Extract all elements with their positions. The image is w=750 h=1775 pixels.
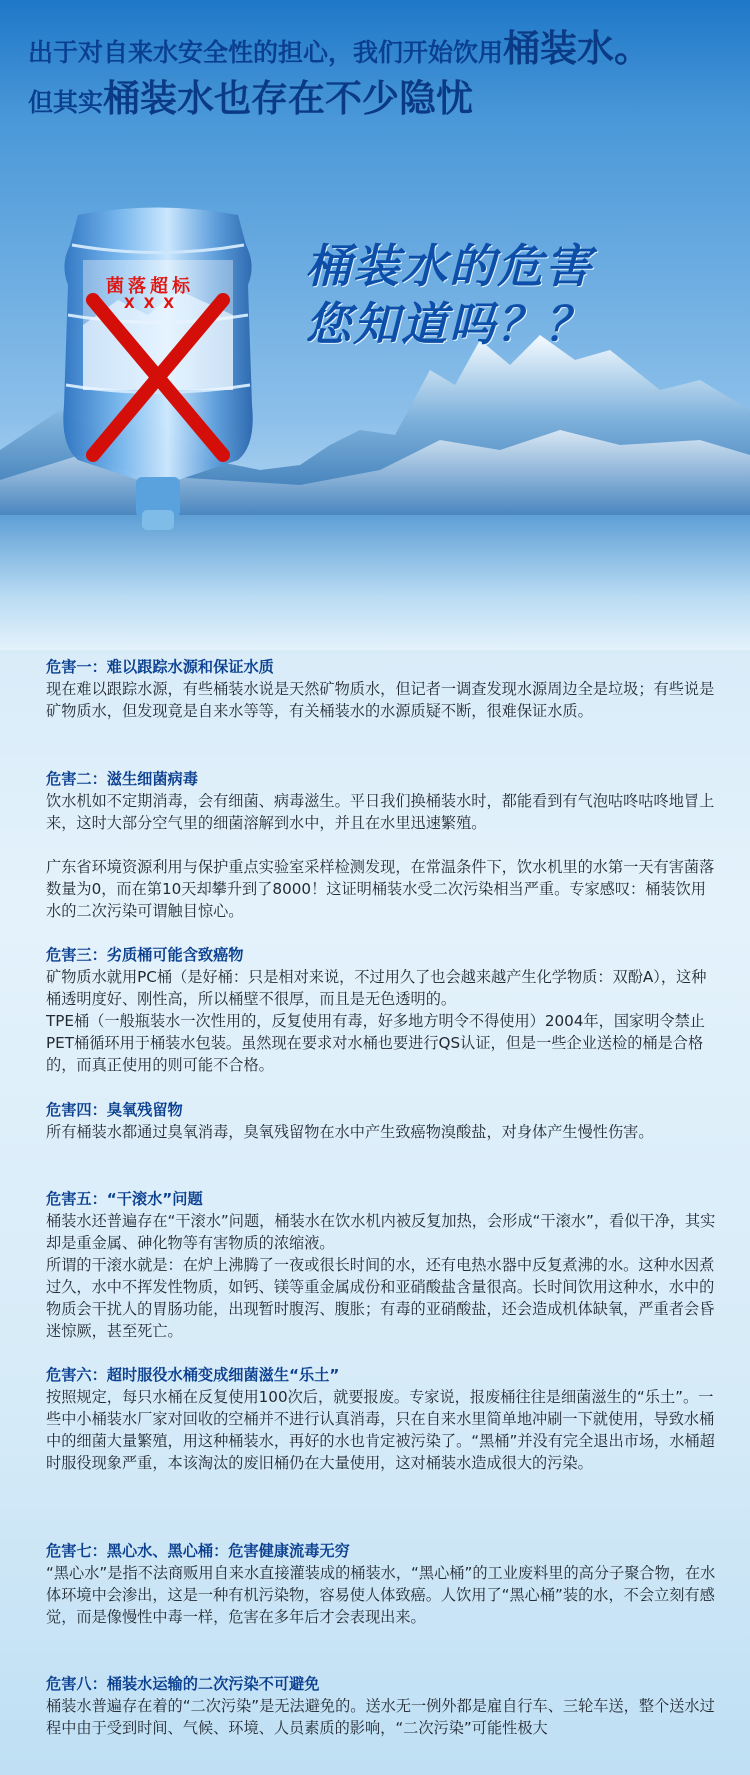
section-paragraph: TPE桶（一般瓶装水一次性用的，反复使用有毒，好多地方明令不得使用）2004年，国家明令禁止PET桶循环用于桶装水包装。虽然现在要求对水桶也要进行QS认证，但是一些企业送检的桶是合格的，而真正使用的则可能不合格。 [46, 1012, 705, 1074]
section-title: 危害八：桶装水运输的二次污染不可避免 [46, 1675, 320, 1693]
section-paragraph: 广东省环境资源利用与保护重点实验室采样检测发现，在常温条件下，饮水机里的水第一天有害菌落数量为0，而在第10天却攀升到了8000！这证明桶装水受二次污染相当严重。专家感叹：桶装饮用水的二次污染可谓触目惊心。 [46, 858, 715, 920]
bottle-warning-label: 菌落超标 [106, 276, 194, 297]
slogan-line-1: 桶装水的危害 [305, 239, 593, 293]
headline-line-1 [28, 18, 651, 72]
section-hazard-8 [46, 1673, 716, 1739]
headline-line-2 [28, 68, 473, 122]
section-paragraph: 矿物质水就用PC桶（是好桶：只是相对来说，不过用久了也会越来越产生化学物质：双酚A），这种桶透明度好、刚性高，所以桶壁不很厚，而且是无色透明的。 [46, 968, 707, 1008]
hero-banner [0, 0, 750, 650]
section-hazard-7 [46, 1540, 716, 1628]
section-title: 危害七：黑心水、黑心桶：危害健康流毒无穷 [46, 1542, 350, 1560]
section-hazard-2 [46, 768, 716, 922]
section-hazard-3 [46, 944, 716, 1076]
section-paragraph: 所有桶装水都通过臭氧消毒，臭氧残留物在水中产生致癌物溴酸盐，对身体产生慢性伤害。 [46, 1123, 654, 1141]
water-bottle-image [58, 205, 258, 545]
bottle-warning-sub: X X X [123, 296, 177, 312]
section-paragraph: 饮水机如不定期消毒，会有细菌、病毒滋生。平日我们换桶装水时，都能看到有气泡咕咚咕咚地冒上来，这时大部分空气里的细菌溶解到水中，并且在水里迅速繁殖。 [46, 792, 715, 832]
headline-1-highlight: 桶装水。 [503, 27, 652, 70]
section-title: 危害五：“干滚水”问题 [46, 1190, 203, 1208]
slogan-line-2: 您知道吗？？ [305, 297, 593, 351]
section-paragraph: 所谓的干滚水就是：在炉上沸腾了一夜或很长时间的水，还有电热水器中反复煮沸的水。这种水因煮过久，水中不挥发性物质，如钙、镁等重金属成份和亚硝酸盐含量很高。长时间饮用这种水，水中的物质会干扰人的胃肠功能，出现暂时腹泻、腹胀；有毒的亚硝酸盐，还会造成机体缺氧，严重者会昏迷惊厥，甚至死亡。 [46, 1256, 715, 1340]
section-paragraph: 桶装水还普遍存在“干滚水”问题，桶装水在饮水机内被反复加热，会形成“干滚水”，看似干净，其实却是重金属、砷化物等有害物质的浓缩液。 [46, 1212, 716, 1252]
section-hazard-6 [46, 1364, 716, 1474]
section-hazard-5 [46, 1188, 716, 1342]
section-paragraph: 桶装水普遍存在着的“二次污染”是无法避免的。送水无一例外都是雇自行车、三轮车送，整个送水过程中由于受到时间、气候、环境、人员素质的影响，“二次污染”可能性极大 [46, 1697, 715, 1737]
section-title: 危害六：超时服役水桶变成细菌滋生“乐土” [46, 1366, 340, 1384]
section-paragraph: 现在难以跟踪水源，有些桶装水说是天然矿物质水，但记者一调查发现水源周边全是垃圾；有些说是矿物质水，但发现竟是自来水等等，有关桶装水的水源质疑不断，很难保证水质。 [46, 680, 715, 720]
headline-1-text: 出于对自来水安全性的担心，我们开始饮用 [28, 38, 504, 67]
section-hazard-4 [46, 1099, 716, 1143]
headline-2-text: 但其实 [28, 88, 104, 117]
headline-2-highlight: 桶装水也存在不少隐忧 [103, 77, 474, 120]
section-title: 危害一：难以跟踪水源和保证水质 [46, 658, 274, 676]
section-paragraph: “黑心水”是指不法商贩用自来水直接灌装成的桶装水，“黑心桶”的工业废料里的高分子聚合物，在水体环境中会渗出，这是一种有机污染物，容易使人体致癌。人饮用了“黑心桶”装的水，不会立刻有感觉，而是像慢性中毒一样，危害在多年后才会表现出来。 [46, 1564, 716, 1626]
section-title: 危害四：臭氧残留物 [46, 1101, 183, 1119]
section-title: 危害三：劣质桶可能含致癌物 [46, 946, 244, 964]
section-title: 危害二：滋生细菌病毒 [46, 770, 198, 788]
section-hazard-1 [46, 656, 716, 722]
section-paragraph: 按照规定，每只水桶在反复使用100次后，就要报废。专家说，报废桶往往是细菌滋生的“乐土”。一些中小桶装水厂家对回收的空桶并不进行认真消毒，只在自来水里简单地冲刷一下就使用，导致水桶中的细菌大量繁殖，用这种桶装水，再好的水也肯定被污染了。“黑桶”并没有完全退出市场，水桶超时服役现象严重，本该淘汰的废旧桶仍在大量使用，这对桶装水造成很大的污染。 [46, 1388, 715, 1472]
